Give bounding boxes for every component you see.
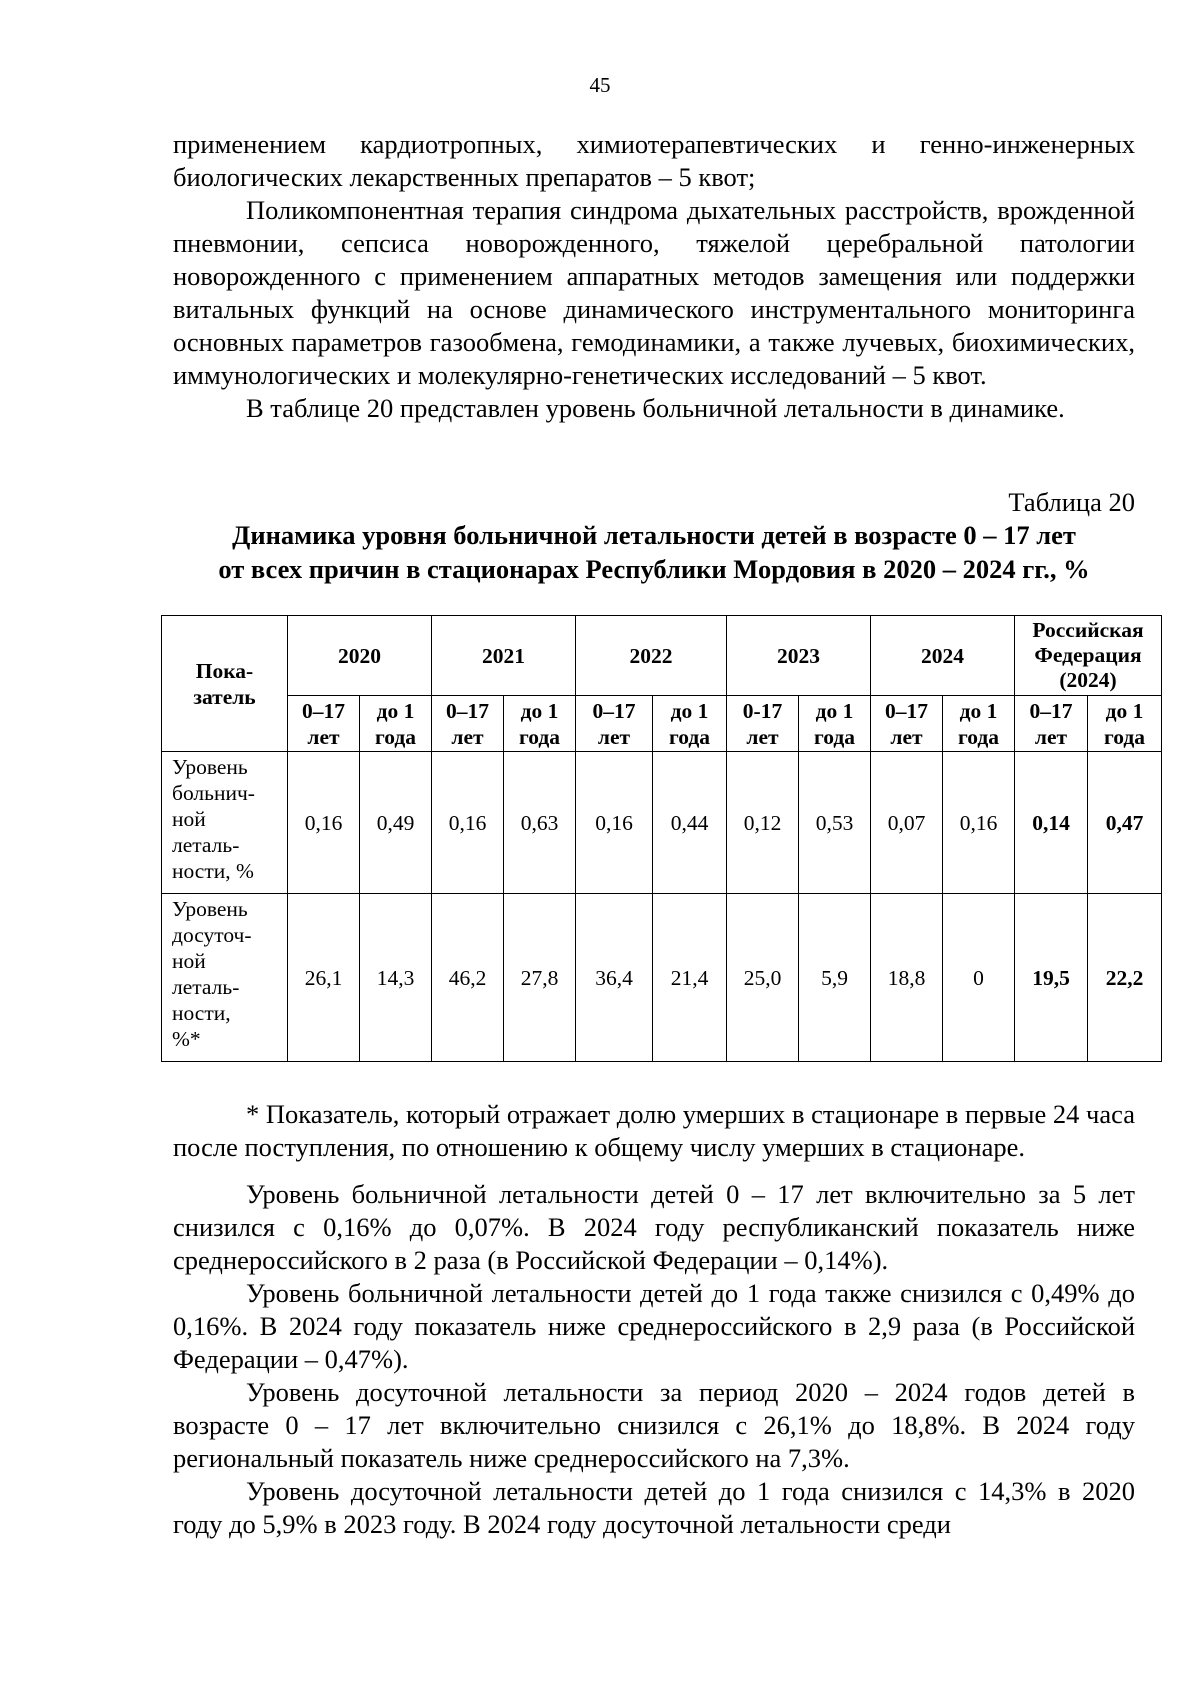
age-subheader: до 1 года xyxy=(653,696,727,752)
table-row xyxy=(162,752,1162,894)
header-line: Пока- xyxy=(195,658,254,683)
page-number: 45 xyxy=(589,73,611,97)
age-subheader: до 1 года xyxy=(943,696,1015,752)
table-row xyxy=(162,894,1162,1062)
table-cell: 22,2 xyxy=(1088,894,1162,1062)
table-cell: 18,8 xyxy=(871,894,943,1062)
table-cell: 27,8 xyxy=(504,894,576,1062)
age-subheader: 0–17 лет xyxy=(576,696,653,752)
age-subheader: 0–17 лет xyxy=(871,696,943,752)
year-header-2024: 2024 xyxy=(871,616,1015,696)
row-label: Уровень досуточ- ной леталь- ности, %* xyxy=(162,894,288,1062)
age-subheader: 0–17 лет xyxy=(288,696,360,752)
table-cell: 0,07 xyxy=(871,752,943,894)
year-header-2023: 2023 xyxy=(727,616,871,696)
age-subheader: 0–17 лет xyxy=(1015,696,1088,752)
paragraph: Уровень больничной летальности детей до 1 года также снизился с 0,49% до 0,16%. В 2024 году показатель ниже среднероссийского в 2,9 раза (в Российской Федерации – 0,47%). xyxy=(173,1278,1135,1374)
table-cell: 21,4 xyxy=(653,894,727,1062)
table-cell: 26,1 xyxy=(288,894,360,1062)
table-cell: 46,2 xyxy=(432,894,504,1062)
table-cell: 0 xyxy=(943,894,1015,1062)
paragraph: Поликомпонентная терапия синдрома дыхательных расстройств, врожденной пневмонии, сепсиса новорожденного, тяжелой церебральной патологии новорожденного с применением аппаратных методов замещения или поддержки витальных функций на основе динамического инструментального мониторинга основных параметров газообмена, гемодинамики, а также лучевых, биохимических, иммунологических и молекулярно-генетических исследований – 5 квот. xyxy=(173,195,1135,390)
table-title xyxy=(173,518,1135,586)
table-cell: 14,3 xyxy=(360,894,432,1062)
row-label: Уровень больнич- ной леталь- ности, % xyxy=(162,752,288,894)
table-cell: 0,47 xyxy=(1088,752,1162,894)
table-cell: 0,49 xyxy=(360,752,432,894)
age-subheader: до 1 года xyxy=(1088,696,1162,752)
table-cell: 0,14 xyxy=(1015,752,1088,894)
table-cell: 19,5 xyxy=(1015,894,1088,1062)
age-subheader: 0–17 лет xyxy=(432,696,504,752)
year-header-2020: 2020 xyxy=(288,616,432,696)
table-footnote: * Показатель, который отражает долю умерших в стационаре в первые 24 часа после поступления, по отношению к общему числу умерших в стационаре. xyxy=(173,1099,1135,1162)
lethality-table xyxy=(161,615,1162,1062)
table-cell: 0,44 xyxy=(653,752,727,894)
table-cell: 0,16 xyxy=(288,752,360,894)
table-cell: 5,9 xyxy=(799,894,871,1062)
table-cell: 0,16 xyxy=(576,752,653,894)
top-text-block xyxy=(173,128,1135,425)
year-header-2022: 2022 xyxy=(576,616,727,696)
paragraph: Уровень досуточной летальности детей до 1 года снизился с 14,3% в 2020 году до 5,9% в 2023 году. В 2024 году досуточной летальности среди xyxy=(173,1476,1135,1539)
age-subheader: 0-17 лет xyxy=(727,696,799,752)
table-cell: 36,4 xyxy=(576,894,653,1062)
table-cell: 25,0 xyxy=(727,894,799,1062)
age-subheader: до 1 года xyxy=(799,696,871,752)
federation-header xyxy=(1015,616,1162,696)
paragraph: применением кардиотропных, химиотерапевтических и генно-инженерных биологических лекарственных препаратов – 5 квот; xyxy=(173,129,1135,192)
paragraph: Уровень досуточной летальности за период 2020 – 2024 годов детей в возрасте 0 – 17 лет включительно снизился с 26,1% до 18,8%. В 2024 году региональный показатель ниже среднероссийского на 7,3%. xyxy=(173,1377,1135,1473)
table-cell: 0,16 xyxy=(432,752,504,894)
paragraph: Уровень больничной летальности детей 0 – 17 лет включительно за 5 лет снизился с 0,16% до 0,07%. В 2024 году республиканский показатель ниже среднероссийского в 2 раза (в Российской Федерации – 0,14%). xyxy=(173,1179,1135,1275)
table-cell: 0,53 xyxy=(799,752,871,894)
table-cell: 0,16 xyxy=(943,752,1015,894)
table-title-line: Динамика уровня больничной летальности детей в возрасте 0 – 17 лет xyxy=(232,520,1076,550)
paragraph: В таблице 20 представлен уровень больничной летальности в динамике. xyxy=(246,393,1065,423)
table-title-line: от всех причин в стационарах Республики Мордовия в 2020 – 2024 гг., % xyxy=(218,554,1090,584)
age-subheader: до 1 года xyxy=(504,696,576,752)
indicator-header xyxy=(162,616,288,752)
header-line: затель xyxy=(193,684,256,709)
table-number: Таблица 20 xyxy=(1008,487,1135,517)
header-line: Федерация xyxy=(1034,643,1142,667)
header-line: (2024) xyxy=(1059,668,1117,692)
year-header-2021: 2021 xyxy=(432,616,576,696)
bottom-text-block xyxy=(173,1098,1135,1541)
table-cell: 0,12 xyxy=(727,752,799,894)
table-cell: 0,63 xyxy=(504,752,576,894)
age-subheader: до 1 года xyxy=(360,696,432,752)
header-line: Российская xyxy=(1032,618,1144,642)
